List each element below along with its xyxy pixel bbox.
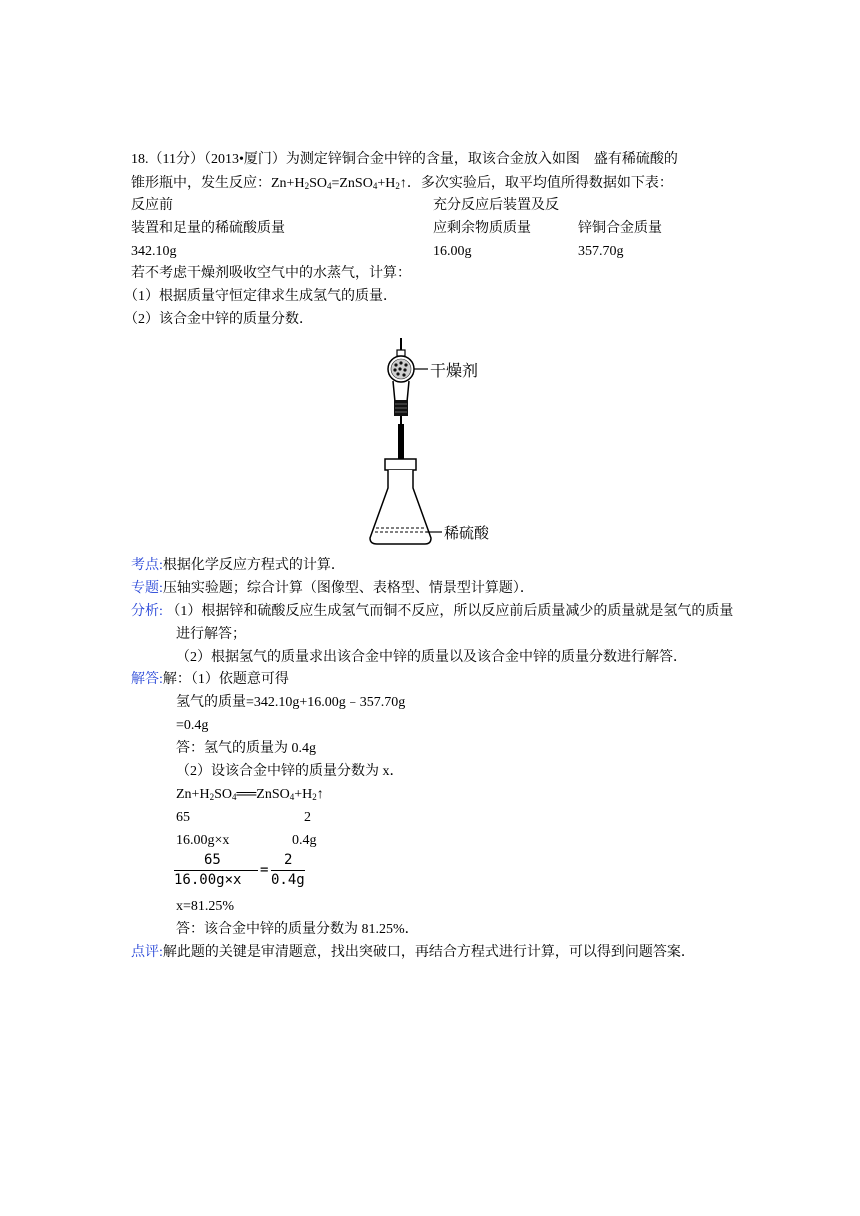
question-line-1: 18.（11分）（2013•厦门）为测定锌铜合金中锌的含量，取该合金放入如图 盛有稀硫酸的 [131,152,678,167]
table-header-col2-line1: 充分反应后装置及反 [433,198,559,213]
fraction-2-bar [271,870,305,871]
chemical-equation: $Zn+H_2SO_4══ZnSO_4+H_2↑$ [176,787,324,802]
acid-label: 稀硫酸 [444,524,490,542]
ratio-row-2-left: 16.00g×x [176,833,230,848]
fraction-2-numerator: 2 [284,852,293,868]
jieda-label: 解答: [131,672,163,687]
jieda-text-1: 解：（1）依题意可得 [162,672,289,687]
kaodian-label: 考点: [131,558,163,573]
ratio-row-1-right: 2 [304,810,311,825]
proportion-equation [174,852,314,892]
table-cell-col2: 16.00g [433,244,472,259]
jieda-text-7: 答：该合金中锌的质量分数为 81.25%． [176,922,419,937]
fraction-2-denominator: 0.4g [271,872,305,888]
jieda-text-6: x=81.25% [176,899,235,914]
question-line-2: 锥形瓶中，发生反应：$Zn+H_2SO_4=ZnSO_4+H_2↑$．多次实验后，取平均值所得数据如下表： [131,176,673,191]
conical-flask [370,459,442,544]
zhuanti-label: 专题: [131,581,163,596]
jieda-text-5: （2）设该合金中锌的质量分数为 x． [176,764,404,779]
question-condition: 若不考虑干燥剂吸收空气中的水蒸气，计算： [131,266,411,281]
jieda-row [131,671,289,689]
apparatus-figure [368,336,508,551]
fraction-1-denominator: 16.00g×x [174,872,242,888]
kaodian-row [131,557,345,575]
ratio-row-1-left: 65 [176,810,190,825]
dianping-label: 点评: [131,945,163,960]
drying-tube [388,338,428,474]
fraction-1-bar [174,870,258,871]
fenxi-text-1: （1）根据锌和硫酸反应生成氢气而铜不反应，所以反应前后质量减少的质量就是氢气的质量 [166,604,734,619]
jieda-text-3: =0.4g [176,718,209,733]
table-header-col1-line1: 反应前 [131,198,173,213]
desiccant-label: 干燥剂 [430,361,479,380]
table-cell-col1: 342.10g [131,244,177,259]
zhuanti-row [131,580,534,598]
dianping-text: 解此题的关键是审清题意，找出突破口，再结合方程式进行计算，可以得到问题答案． [162,945,695,960]
question-part-1: （1）根据质量守恒定律求生成氢气的质量． [124,289,397,304]
zhuanti-text: 压轴实验题；综合计算（图像型、表格型、情景型计算题）． [162,581,534,596]
kaodian-text: 根据化学反应方程式的计算． [162,558,345,573]
question-part-2: （2）该合金中锌的质量分数． [124,312,313,327]
fenxi-text-2: （2）根据氢气的质量求出该合金中锌的质量以及该合金中锌的质量分数进行解答． [176,650,687,665]
jieda-text-4: 答：氢气的质量为 0.4g [176,741,316,756]
fenxi-label: 分析: [131,604,163,619]
table-header-col1-line2: 装置和足量的稀硫酸质量 [131,221,285,236]
fraction-equals: = [260,862,269,878]
jieda-text-2: 氢气的质量=342.10g+16.00g﹣357.70g [176,695,406,710]
table-header-col3: 锌铜合金质量 [578,221,662,236]
dianping-row [131,944,695,962]
ratio-row-2-right: 0.4g [292,833,317,848]
fenxi-row [131,603,733,621]
table-cell-col3: 357.70g [578,244,624,259]
fenxi-text-1b: 进行解答； [176,627,246,642]
table-header-col2-line2: 应剩余物质质量 [433,221,531,236]
fraction-1-numerator: 65 [204,852,221,868]
